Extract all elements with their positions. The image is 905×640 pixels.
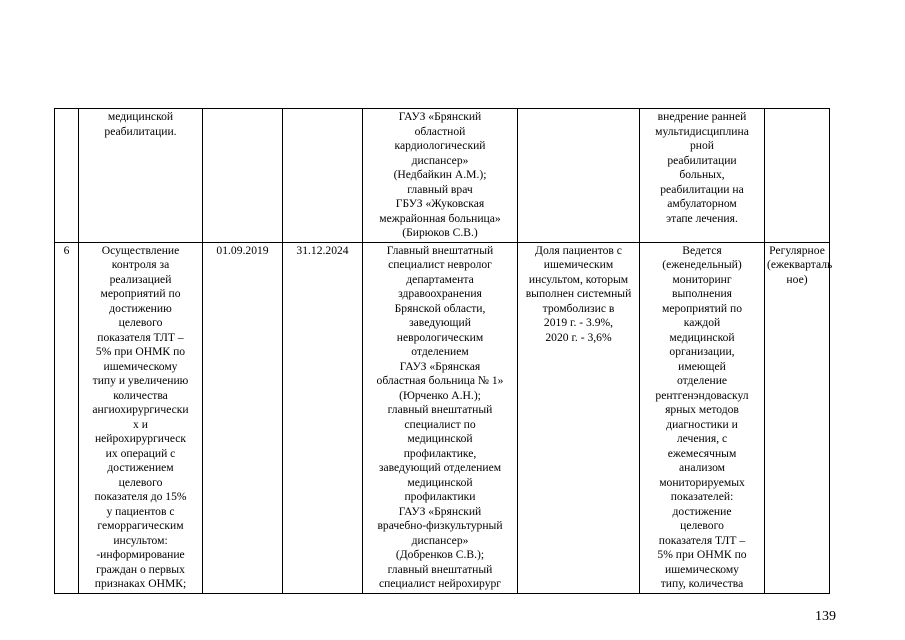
text-line: мероприятий по [662, 301, 742, 315]
cell-number [55, 109, 79, 243]
cell-start-date [203, 109, 283, 243]
text-line: организации, [669, 345, 735, 358]
text-line: реабилитации на [660, 182, 744, 196]
cell-end-date [283, 109, 363, 243]
text-line: ГБУЗ «Жуковская [395, 197, 485, 210]
text-line: здравоохранения [398, 287, 482, 300]
text-line: показателей: [670, 490, 734, 503]
text-line: типу и увеличению [92, 374, 189, 387]
text-line: реализацией [109, 272, 172, 286]
text-line: целевого [680, 519, 724, 532]
text-line: главный внештатный [387, 403, 493, 416]
text-line: каждой [683, 316, 721, 329]
text-line: мероприятий по [100, 287, 181, 300]
cell-result [640, 242, 765, 593]
text-line: количества [113, 388, 168, 402]
text-line: внедрение ранней [657, 110, 747, 123]
text-line: (еженедельный) [662, 258, 742, 271]
text-line: главный внештатный [387, 562, 493, 576]
page-number: 139 [815, 609, 836, 624]
text-line: профилактике, [403, 446, 477, 460]
text-line: инсультом, которым [528, 272, 629, 286]
text-line: выполнен системный [525, 287, 632, 300]
text-line: мониторинг [672, 272, 732, 286]
text-line: лечения, с [676, 432, 728, 445]
text-line: достижению [109, 301, 172, 315]
table-row [55, 242, 830, 593]
text-line: (Бирюков С.В.) [402, 226, 478, 239]
text-line: рентгенэндоваскул [655, 388, 749, 402]
table-row [55, 109, 830, 243]
cell-result [640, 109, 765, 243]
text-line: врачебно-физкультурный [377, 519, 503, 532]
text-line: главный врач [407, 182, 473, 196]
text-line: (Юрченко А.Н.); [399, 388, 481, 402]
text-line: показателя ТЛТ – [658, 533, 746, 547]
text-line: отделением [411, 345, 469, 358]
cell-start-date [203, 242, 283, 593]
cell-measure [79, 242, 203, 593]
text-line: нейрохирургическ [94, 432, 187, 445]
cell-indicator [518, 242, 640, 593]
text-line: областная больница № 1» [376, 374, 504, 387]
text-line: мониторируемых [659, 475, 745, 489]
text-line: рной [689, 139, 714, 152]
text-line: этапе лечения. [666, 211, 738, 225]
text-line: целевого [118, 316, 163, 329]
cell-responsible [363, 242, 518, 593]
text-line: неврологическим [396, 330, 484, 344]
text-line: х и [133, 417, 148, 431]
text-line: профилактики [404, 490, 476, 503]
text-line: достижением [107, 461, 174, 474]
text-line: межрайонная больница» [379, 211, 501, 225]
text-line: медицинской [407, 475, 473, 489]
text-line: геморрагическим [97, 519, 184, 532]
text-line: специалист по [404, 417, 476, 431]
text-line: признаках ОНМК; [94, 577, 187, 590]
text-line: ярных методов [665, 403, 739, 416]
text-line: 5% при ОНМК по [657, 548, 747, 561]
text-line: заведующий отделением [378, 461, 502, 474]
cell-responsible [363, 109, 518, 243]
text-line: больных, [679, 168, 725, 181]
text-line: диспансер» [411, 533, 469, 547]
text-line: (Добренков С.В.); [395, 548, 485, 561]
text-line: областной [414, 124, 466, 138]
text-line: 2020 г. - 3,6% [545, 330, 612, 344]
text-line: заведующий [409, 316, 471, 329]
text-line: показателя до 15% [94, 490, 187, 503]
text-line: диагностики и [666, 417, 738, 431]
text-line: диспансер» [411, 153, 469, 167]
text-line: инсультом: [113, 533, 168, 547]
text-line: 31.12.2024 [296, 243, 349, 257]
text-line: контроля за [111, 258, 170, 271]
text-line: ишемическому [103, 359, 178, 373]
text-line: Регулярное [769, 243, 825, 257]
text-line: ГАУЗ «Брянский [398, 504, 482, 518]
text-line: Ведется [682, 243, 722, 257]
cell-end-date [283, 242, 363, 593]
text-line: реабилитации. [104, 124, 177, 138]
text-line: специалист нейрохирург [378, 577, 502, 590]
text-line: реабилитации [667, 153, 737, 167]
text-line: их операций с [105, 446, 176, 460]
text-line: 01.09.2019 [216, 243, 269, 257]
text-line: ГАУЗ «Брянская [399, 359, 481, 373]
text-line: Доля пациентов с [535, 243, 622, 257]
text-line: достижение [672, 504, 732, 518]
cell-number [55, 242, 79, 593]
text-line: у пациентов с [106, 504, 175, 518]
text-line: медицинской [669, 330, 735, 344]
text-line: мультидисциплина [655, 124, 749, 138]
text-line: тромболизис в [542, 301, 615, 315]
text-line: медицинской [407, 432, 473, 445]
text-line: целевого [118, 475, 163, 489]
text-line: ишемическим [543, 258, 614, 271]
text-line: ангиохирургически [92, 403, 189, 416]
text-line: -информирование [96, 548, 185, 561]
text-line: амбулаторном [667, 197, 737, 210]
text-line: типу, количества [660, 577, 744, 590]
cell-frequency [765, 242, 833, 593]
text-line: 6 [63, 243, 70, 257]
text-line: специалист невролог [388, 258, 492, 271]
text-line: имеющей [678, 359, 726, 373]
text-line: отделение [676, 374, 728, 387]
text-line: медицинской [107, 110, 174, 123]
text-line: Осуществление [101, 243, 180, 257]
text-line: ное) [786, 272, 808, 286]
text-line: (ежекварталь [767, 258, 833, 271]
text-line: 2019 г. - 3.9%, [543, 316, 614, 329]
text-line: показателя ТЛТ – [97, 330, 184, 344]
text-line: Главный внештатный [386, 243, 494, 257]
text-line: граждан о первых [96, 562, 185, 576]
text-line: ежемесячным [667, 446, 737, 460]
text-line: ГАУЗ «Брянский [398, 110, 482, 123]
text-line: ишемическому [665, 562, 739, 576]
text-line: Брянской области, [394, 301, 486, 315]
document-table [54, 108, 833, 594]
text-line: кардиологический [394, 139, 486, 152]
text-line: (Недбайкин А.М.); [393, 168, 487, 181]
cell-measure [79, 109, 203, 243]
text-line: департамента [406, 272, 474, 286]
text-line: выполнения [672, 287, 732, 300]
cell-indicator [518, 109, 640, 243]
cell-frequency [765, 109, 830, 243]
text-line: анализом [678, 461, 725, 474]
text-line: 5% при ОНМК по [95, 345, 186, 358]
